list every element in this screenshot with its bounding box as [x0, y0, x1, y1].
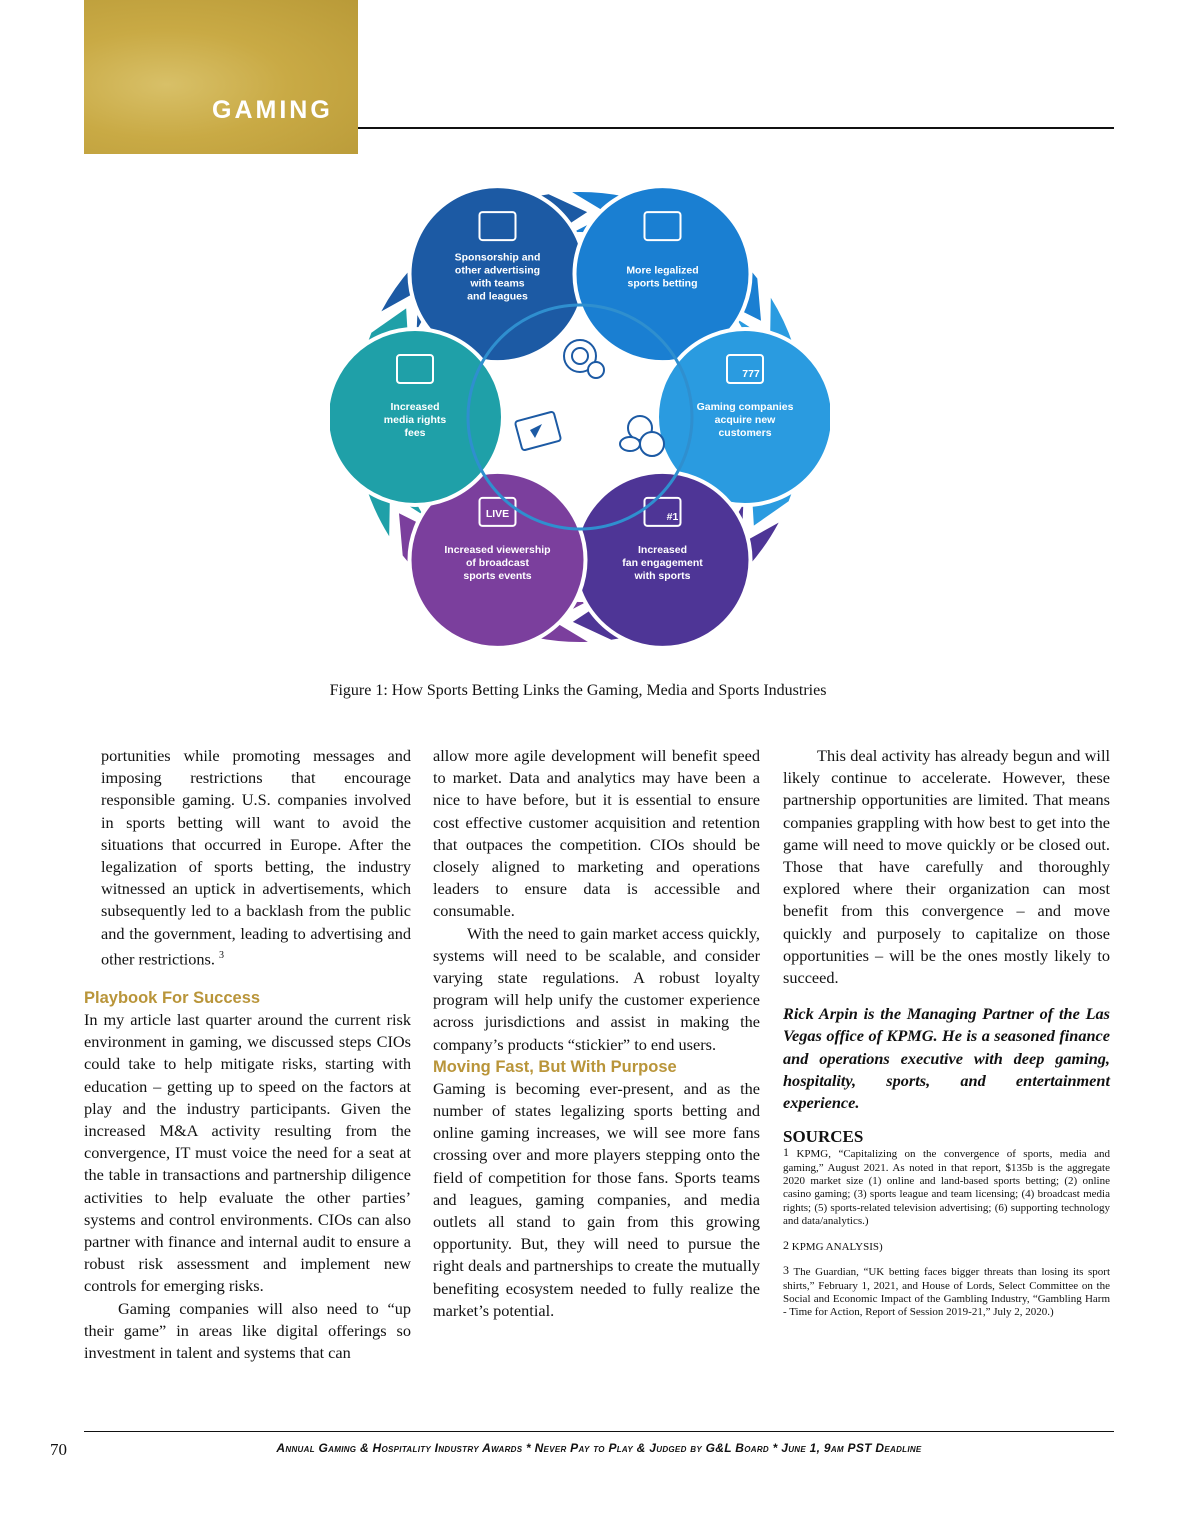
paragraph: allow more agile development will benefit speed to market. Data and analytics may have been a nice to have before, but it is essential to ensure cost effective customer acquisition and retention that outpaces the competition. CIOs should be closely aligned to marketing and operations leaders to ensure data is accessible and consumable.	[433, 746, 760, 921]
section-title: GAMING	[212, 96, 333, 124]
header-rule	[358, 127, 1114, 129]
paragraph: In my article last quarter around the current risk environment in gaming, we discussed steps CIOs could take to help mitigate risks, starting with education – getting up to speed on the factors at play and the industry participants. Given the increased M&A activity resulting from the convergence, IT must voice the need for a seat at the table in transactions and partnership diligence activities to help evaluate the other parties’ systems and control environments. CIOs can also partner with finance and internal audit to ensure a robust risk assessment and implement new controls for emerging risks.	[84, 1010, 411, 1296]
cycle-stage-label: Sponsorship and other advertising with teams and leagues	[454, 251, 541, 303]
source-item: $^1$ KPMG, “Capitalizing on the convergence of sports, media and gaming,” August 2021. As noted in that report, $135b is the aggregate 2020 market size (1) online and land-based sports betting; (2) online casino gaming; (3) sports league and team licensing; (4) broadcast media rights; (5) sports-related television advertising; (6) supporting technology and data/analytics.)	[783, 1145, 1111, 1228]
footnote-ref: 3	[219, 949, 225, 961]
cycle-stage-label: Gaming companies acquire new customers	[696, 401, 794, 439]
author-bio: Rick Arpin is the Managing Partner of the Las Vegas office of KPMG. He is a seasoned finance and operations executive with deep gaming, hospitality, sports, and entertainment experience.	[783, 1004, 1110, 1113]
cycle-diagram	[330, 180, 830, 660]
cycle-stage-label: More legalized sports betting	[626, 264, 699, 290]
paragraph: Gaming companies will also need to “up their game” in areas like digital offerings so investment in talent and systems that can	[84, 1298, 411, 1363]
section-banner	[84, 0, 358, 154]
footer-banner: Annual Gaming & Hospitality Industry Awards * Never Pay to Play & Judged by G&L Board * June 1, 9am PST Deadline	[276, 1441, 922, 1455]
column-3	[783, 745, 1110, 1320]
footer-rule	[84, 1431, 1114, 1432]
paragraph: Gaming is becoming ever-present, and as the number of states legalizing sports betting and online gaming increases, we will see more fans crossing over and more players stepping onto the field of competition for those fans. Sports teams and leagues, gaming companies, and media outlets all stand to gain from this growing opportunity. But, they will need to pursue the right deals and partnerships to create the mutually benefiting ecosystem needed to fully realize the market’s potential.	[433, 1078, 760, 1320]
number-one-badge: #1	[666, 510, 679, 523]
column-2	[433, 745, 760, 1322]
chips-icon	[564, 340, 604, 378]
subheading-playbook: Playbook For Success	[84, 989, 261, 1007]
paragraph: portunities while promoting messages and imposing restrictions that encourage responsible gaming. U.S. companies involved in sports betting will want to avoid the situations that occurred in Europe. After the legalization of sports betting, the industry witnessed an uptick in advertisements, which subsequently led to a backlash from the public and the government, leading to advertising and other restrictions. $^3$	[101, 746, 411, 969]
page-number: 70	[50, 1440, 67, 1459]
live-badge: LIVE	[485, 507, 510, 520]
paragraph: With the need to gain market access quickly, systems will need to be scalable, and consider varying state regulations. A robust loyalty program will help unify the customer experience across jurisdictions and assist in making the company’s products “stickier” to end users.	[433, 923, 760, 1054]
paragraph: This deal activity has already begun and will likely continue to accelerate. However, these partnership opportunities are limited. That means companies grappling with how best to get into the game will need to move quickly or be closed out. Those that have carefully and thoroughly explored where their organization can most benefit from this convergence – and move quickly and purposely to capitalize on those opportunities – will be the ones mostly likely to succeed.	[783, 746, 1110, 988]
source-item: $^2$ KPMG ANALYSIS)	[783, 1237, 883, 1253]
cycle-stage-label: Increased media rights fees	[383, 401, 447, 439]
tablet-hand-icon	[515, 411, 561, 450]
column-1-lower	[84, 987, 411, 1364]
figure-caption: Figure 1: How Sports Betting Links the Gaming, Media and Sports Industries	[329, 682, 827, 699]
slot-777-label: 777	[742, 368, 760, 380]
subheading-moving-fast: Moving Fast, But With Purpose	[433, 1057, 677, 1076]
cycle-stage-label: Increased fan engagement with sports	[622, 543, 703, 582]
column-1	[101, 745, 411, 970]
sources-heading: SOURCES	[783, 1127, 864, 1147]
source-item: $^3$ The Guardian, “UK betting faces bigger threats than losing its sport shirts,” February 1, 2021, and House of Lords, Select Committee on the Social and Economic Impact of the Gambling Industry, “Gambling Harm - Time for Action, Report of Session 2019-21,” July 2, 2020.)	[783, 1263, 1110, 1319]
cycle-stage-label: Increased viewership of broadcast sports events	[444, 543, 551, 582]
